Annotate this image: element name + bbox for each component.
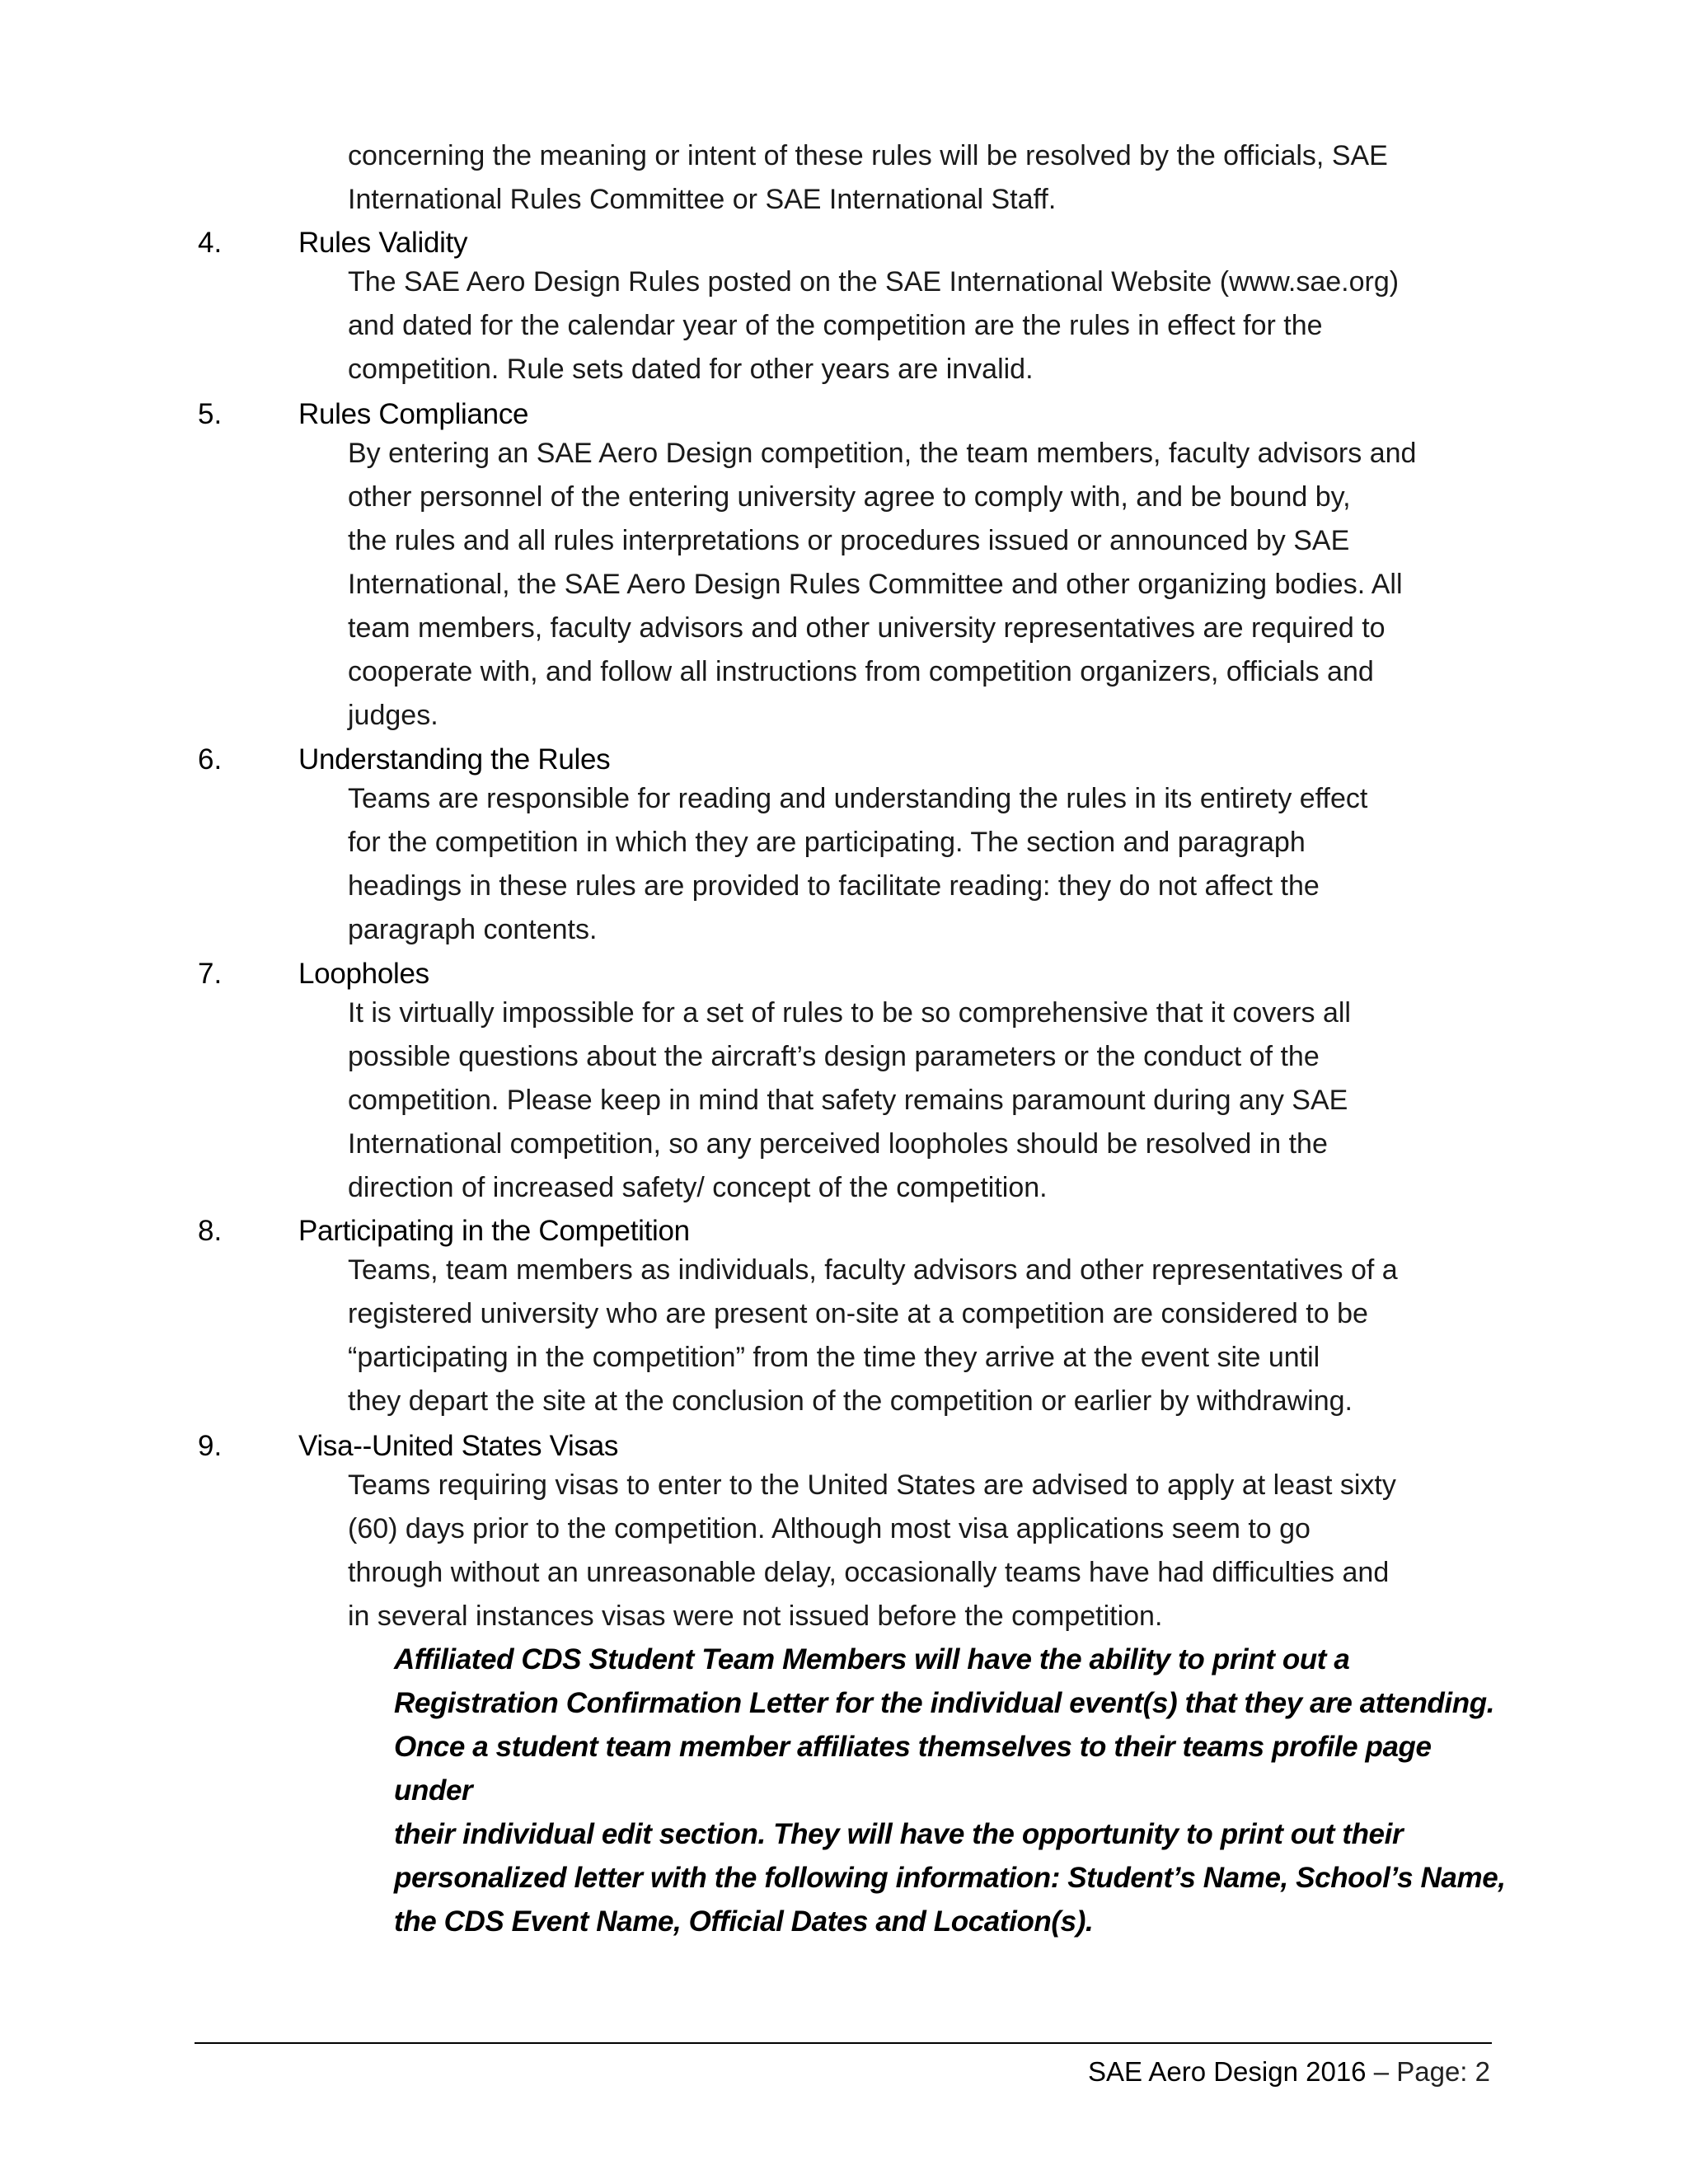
note-line: Once a student team member affiliates themselves to their teams profile page under [394,1731,1432,1807]
body-line: International competition, so any perceived loopholes should be resolved in the [348,1128,1328,1160]
footer-doc-title: SAE Aero Design 2016 [1087,2056,1367,2087]
section-body [348,1249,1502,1423]
body-line: for the competition in which they are participating. The section and paragraph [348,827,1306,858]
section-body [348,991,1502,1210]
body-line: competition. Rule sets dated for other years are invalid. [348,354,1034,385]
section-number: 7. [198,958,223,990]
body-line: direction of increased safety/ concept of the competition. [348,1172,1048,1203]
note-line: their individual edit section. They will have the opportunity to print out their [394,1818,1404,1850]
body-line: through without an unreasonable delay, occasionally teams have had difficulties and [348,1557,1390,1588]
note-line: the CDS Event Name, Official Dates and Location(s). [394,1905,1094,1938]
section-title: Participating in the Competition [298,1215,690,1247]
body-line: Teams requiring visas to enter to the United States are advised to apply at least sixty [348,1469,1396,1501]
body-line: judges. [348,700,438,731]
body-line: paragraph contents. [348,914,598,945]
body-line: International, the SAE Aero Design Rules Committee and other organizing bodies. All [348,569,1403,600]
body-line: the rules and all rules interpretations or procedures issued or announced by SAE [348,525,1350,556]
intro-paragraph [348,134,1502,222]
section-number: 5. [198,398,223,430]
section-body [348,260,1502,391]
footer-separator: – [1366,2056,1397,2087]
body-line: possible questions about the aircraft’s design parameters or the conduct of the [348,1041,1320,1072]
section-number: 4. [198,227,223,259]
section-title: Rules Compliance [298,398,529,430]
body-line: (60) days prior to the competition. Although most visa applications seem to go [348,1513,1311,1544]
section-title: Understanding the Rules [298,743,611,776]
body-line: and dated for the calendar year of the competition are the rules in effect for the [348,310,1323,341]
section-number: 8. [198,1215,223,1247]
intro-line: concerning the meaning or intent of these rules will be resolved by the officials, SAE [348,140,1388,171]
page-footer [1088,2052,1490,2092]
body-line: they depart the site at the conclusion of the competition or earlier by withdrawing. [348,1385,1353,1417]
body-line: headings in these rules are provided to facilitate reading: they do not affect the [348,870,1320,902]
intro-line: International Rules Committee or SAE International Staff. [348,184,1057,215]
body-line: Teams, team members as individuals, faculty advisors and other representatives of a [348,1254,1398,1286]
section-number: 9. [198,1430,223,1462]
body-line: registered university who are present on-site at a competition are considered to be [348,1298,1368,1329]
body-line: competition. Please keep in mind that safety remains paramount during any SAE [348,1085,1348,1116]
section-body [348,1464,1502,1638]
body-line: By entering an SAE Aero Design competition, the team members, faculty advisors and [348,438,1417,469]
body-line: cooperate with, and follow all instructions from competition organizers, officials and [348,656,1374,687]
footer-divider [195,2042,1492,2044]
visa-note [394,1638,1515,1943]
body-line: “participating in the competition” from the time they arrive at the event site until [348,1342,1320,1373]
section-title: Loopholes [298,958,429,990]
body-line: in several instances visas were not issued before the competition. [348,1601,1163,1632]
section-title: Rules Validity [298,227,468,259]
body-line: It is virtually impossible for a set of rules to be so comprehensive that it covers all [348,997,1351,1029]
section-title: Visa--United States Visas [298,1430,619,1462]
body-line: The SAE Aero Design Rules posted on the SAE International Website (www.sae.org) [348,266,1400,298]
note-line: Affiliated CDS Student Team Members will have the ability to print out a [394,1643,1350,1675]
footer-page-number: Page: 2 [1396,2056,1490,2087]
section-body [348,432,1502,738]
note-line: personalized letter with the following information: Student’s Name, School’s Name, [394,1862,1506,1894]
body-line: team members, faculty advisors and other university representatives are required to [348,612,1386,644]
note-line: Registration Confirmation Letter for the individual event(s) that they are attending. [394,1687,1495,1719]
section-number: 6. [198,743,223,776]
body-line: Teams are responsible for reading and understanding the rules in its entirety effect [348,783,1368,814]
body-line: other personnel of the entering university agree to comply with, and be bound by, [348,481,1351,513]
section-body [348,777,1502,952]
